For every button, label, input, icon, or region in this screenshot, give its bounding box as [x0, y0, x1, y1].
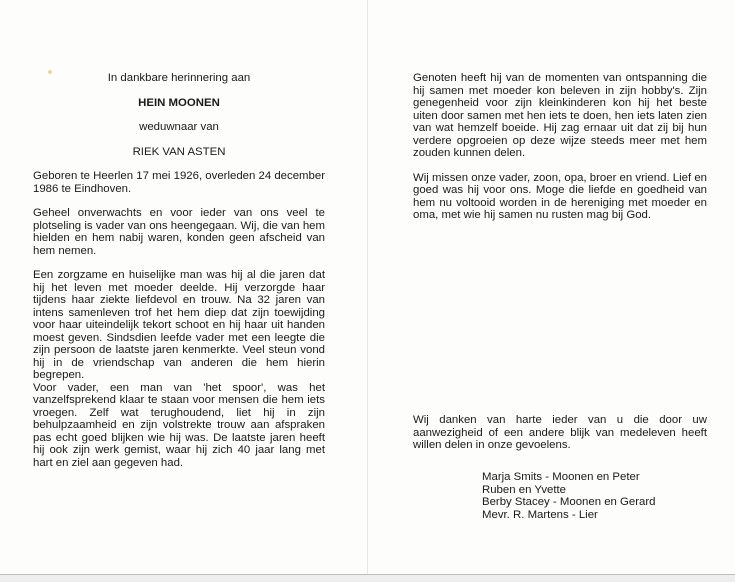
card-fold	[367, 0, 368, 575]
deceased-name: HEIN MOONEN	[138, 96, 220, 109]
thanks-paragraph: Wij danken van harte ieder van u die door uw aanwezigheid of een andere blijk van medeleven heeft willen delen in onze gevoelens.	[413, 414, 707, 451]
right-page	[413, 72, 707, 234]
missing-paragraph: Wij missen onze vader, zoon, opa, broer en vriend. Lief en goed was hij voor ons. Moge die liefde en goedheid van hem nu voltooid worden in de hereniging met moeder en oma, met wie hij samen nu rusten mag bij God.	[413, 171, 707, 221]
hobbies-paragraph: Genoten heeft hij van de momenten van ontspanning die hij samen met moeder kon beleven in zijn hobby's. Zijn genegenheid voor zijn kleinkinderen kon hij het beste uiten door samen met hen iets te doen, hen iets laten zien van wat hemzelf boeide. Hij zag ernaar uit dat zij bij hun verdere opgroeien op deze wijze steeds meer met hem zouden kunnen delen.	[413, 72, 707, 159]
signers-list	[482, 471, 712, 521]
left-page	[33, 72, 325, 481]
spouse-name: RIEK VAN ASTEN	[132, 145, 226, 158]
signer-line: Berby Stacey - Moonen en Gerard	[482, 496, 656, 508]
signer-line: Mevr. R. Martens - Lier	[482, 508, 598, 521]
sudden-death-paragraph: Geheel onverwachts en voor ieder van ons veel te plotseling is vader van ons heengegaan. Wij, die van hem hielden en hem nabij waren, konden geen afscheid van hem nemen.	[33, 207, 325, 257]
birth-death-paragraph: Geboren te Heerlen 17 mei 1926, overleden 24 december 1986 te Eindhoven.	[33, 170, 325, 195]
signer-line: Ruben en Yvette	[482, 483, 567, 496]
relation-line: weduwnaar van	[139, 121, 219, 133]
caring-man-paragraph: Een zorgzame en huiselijke man was hij al die jaren dat hij het leven met moeder deelde. Hij verzorgde haar tijdens haar ziekte liefdevol en trouw. Na 32 jaren van intens samenleven trof het hem diep dat zijn toewijding voor haar uiteindelijk tekort schoot en hij haar uit handen moest geven. Sindsdien leefde vader met een leegte die zijn persoon de laatste jaren kenmerkte. Veel steun vond hij in de vriendschap van anderen die hem hierin begrepen.	[33, 269, 325, 381]
railway-paragraph: Voor vader, een man van 'het spoor', was het vanzelfsprekend klaar te staan voor mensen die hem iets vroegen. Zelf wat terughoudend, liet hij in zijn behulpzaamheid en zijn volstrekte trouw aan afspraken pas echt goed blijken wie hij was. De laatste jaren heeft hij ook zijn werk gemist, waar hij zich 40 jaar lang met hart en ziel aan gegeven had.	[33, 381, 325, 469]
intro-line: In dankbare herinnering aan	[107, 72, 251, 84]
signer-line: Marja Smits - Moonen en Peter	[482, 471, 640, 483]
